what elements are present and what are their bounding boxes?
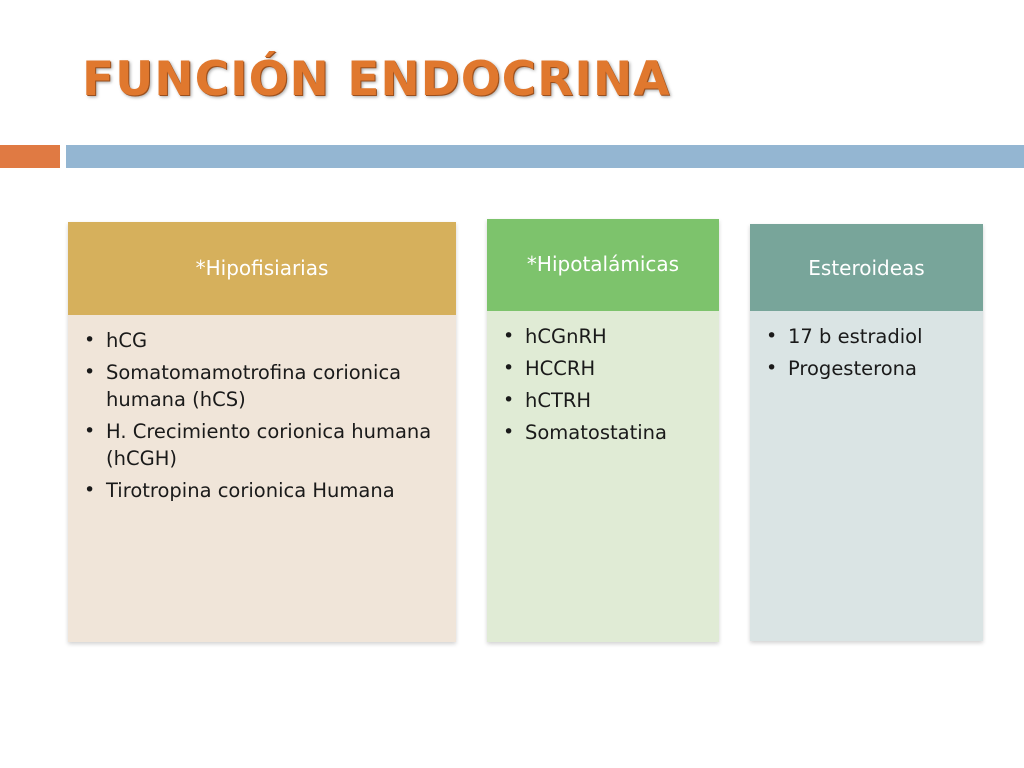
- bullet-list: [764, 323, 969, 382]
- list-item: • hCTRH: [501, 387, 705, 414]
- card-header: *Hipotalámicas: [487, 219, 719, 311]
- card-esteroideas: [750, 224, 983, 641]
- bullet-list: [501, 323, 705, 446]
- list-item: • H. Crecimiento corionica humana (hCGH): [82, 418, 442, 472]
- slide-title: FUNCIÓN ENDOCRINA: [82, 52, 671, 107]
- card-body: [68, 315, 456, 642]
- card-header: Esteroideas: [750, 224, 983, 311]
- card-header: *Hipofisiarias: [68, 222, 456, 315]
- list-item: • 17 b estradiol: [764, 323, 969, 350]
- list-item: • Progesterona: [764, 355, 969, 382]
- bullet-list: [82, 327, 442, 504]
- card-hipotalamicas: [487, 219, 719, 642]
- list-item: • Somatostatina: [501, 419, 705, 446]
- list-item: • HCCRH: [501, 355, 705, 382]
- card-body: [487, 311, 719, 642]
- list-item: • hCGnRH: [501, 323, 705, 350]
- list-item: • Tirotropina corionica Humana: [82, 477, 442, 504]
- accent-bar-blue: [66, 145, 1024, 168]
- list-item: • hCG: [82, 327, 442, 354]
- list-item: • Somatomamotrofina corionica humana (hCS): [82, 359, 442, 413]
- accent-bar-orange: [0, 145, 60, 168]
- card-body: [750, 311, 983, 641]
- card-hipofisiarias: [68, 222, 456, 642]
